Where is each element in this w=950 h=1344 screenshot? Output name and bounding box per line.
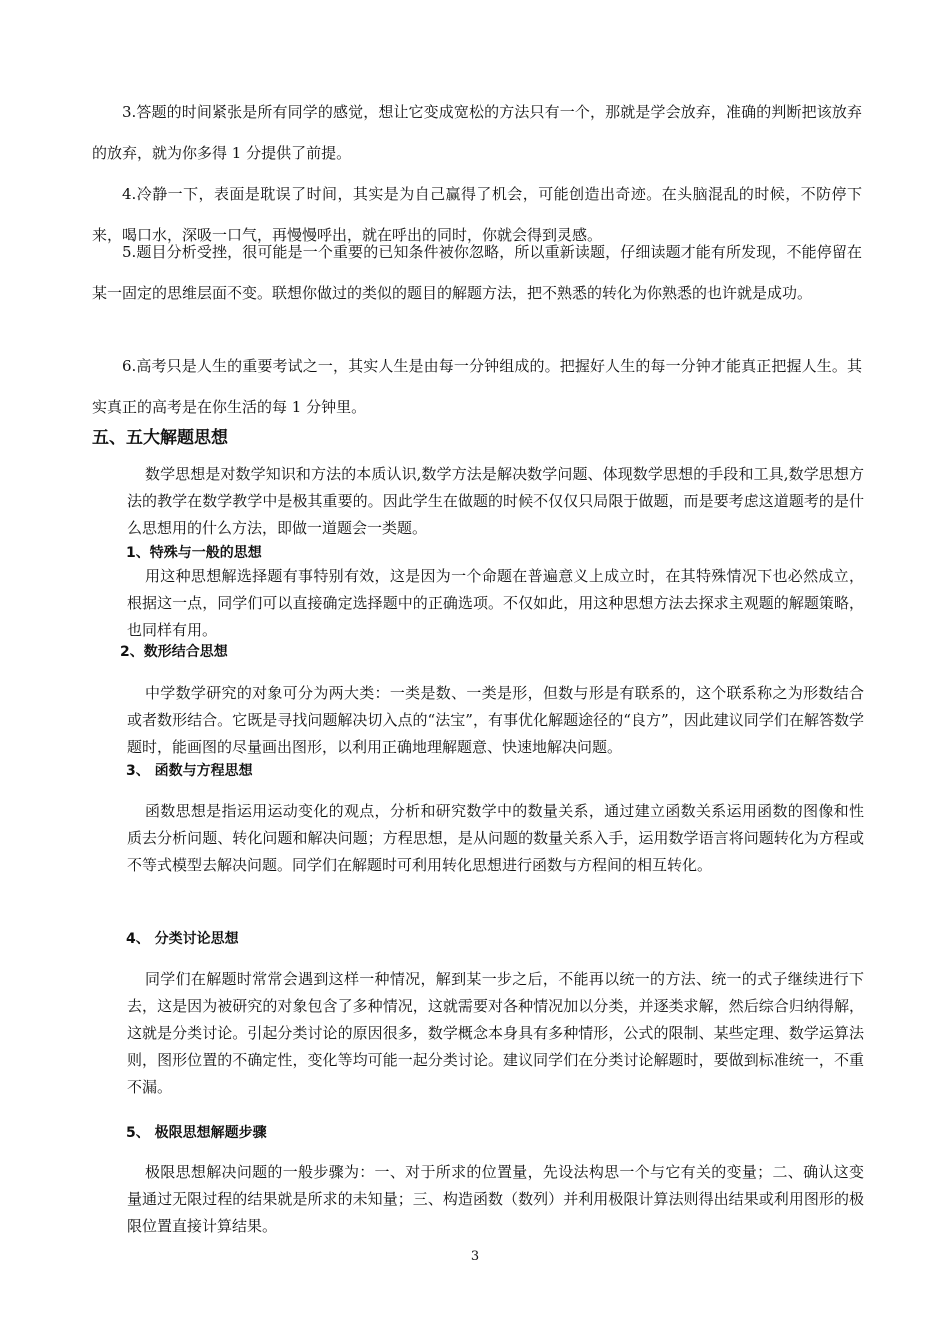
section-title: 五、五大解题思想 (92, 428, 228, 448)
tip-paragraph-3: 3.答题的时间紧张是所有同学的感觉，想让它变成宽松的方法只有一个，那就是学会放弃，准确的判断把该放弃的放弃，就为你多得 1 分提供了前提。 (92, 103, 862, 162)
subsection-body-1: 用这种思想解选择题有事特别有效，这是因为一个命题在普遍意义上成立时，在其特殊情况下也必然成立，根据这一点，同学们可以直接确定选择题中的正确选项。不仅如此，用这种思想方法去探求主观题的解题策略，也同样有用。 (127, 567, 864, 639)
subsection-title-1: 1、特殊与一般的思想 (126, 545, 262, 561)
subsection-body-2: 中学数学研究的对象可分为两大类：一类是数、一类是形，但数与形是有联系的，这个联系称之为形数结合或者数形结合。它既是寻找问题解决切入点的“法宝”，有事优化解题途径的“良方”，因此建议同学们在解答数学题时，能画图的尽量画出图形，以利用正确地理解题意、快速地解决问题。 (127, 684, 864, 756)
subsection-title-5: 5、 极限思想解题步骤 (126, 1125, 267, 1141)
section-intro: 数学思想是对数学知识和方法的本质认识,数学方法是解决数学问题、体现数学思想的手段和工具,数学思想方法的教学在数学教学中是极其重要的。因此学生在做题的时候不仅仅只局限于做题，而是要考虑这道题考的是什么思想用的什么方法，即做一道题会一类题。 (127, 465, 864, 537)
page-number: 3 (470, 1249, 480, 1264)
subsection-body-4: 同学们在解题时常常会遇到这样一种情况，解到某一步之后，不能再以统一的方法、统一的式子继续进行下去，这是因为被研究的对象包含了多种情况，这就需要对各种情况加以分类，并逐类求解，然后综合归纳得解，这就是分类讨论。引起分类讨论的原因很多，数学概念本身具有多种情形，公式的限制、某些定理、数学运算法则，图形位置的不确定性，变化等均可能一起分类讨论。建议同学们在分类讨论解题时，要做到标准统一，不重不漏。 (127, 970, 864, 1096)
tip-paragraph-6: 6.高考只是人生的重要考试之一，其实人生是由每一分钟组成的。把握好人生的每一分钟才能真正把握人生。其实真正的高考是在你生活的每 1 分钟里。 (92, 357, 862, 416)
subsection-title-2: 2、数形结合思想 (120, 644, 228, 660)
subsection-body-3: 函数思想是指运用运动变化的观点，分析和研究数学中的数量关系，通过建立函数关系运用函数的图像和性质去分析问题、转化问题和解决问题；方程思想，是从问题的数量关系入手，运用数学语言将问题转化为方程或不等式模型去解决问题。同学们在解题时可利用转化思想进行函数与方程间的相互转化。 (127, 802, 864, 874)
subsection-title-3: 3、 函数与方程思想 (126, 763, 253, 779)
tip-paragraph-4: 4.冷静一下，表面是耽误了时间，其实是为自己赢得了机会，可能创造出奇迹。在头脑混乱的时候，不防停下来，喝口水，深吸一口气，再慢慢呼出，就在呼出的同时，你就会得到灵感。 (92, 185, 862, 244)
subsection-title-4: 4、 分类讨论思想 (126, 931, 239, 947)
tip-paragraph-5: 5.题目分析受挫，很可能是一个重要的已知条件被你忽略，所以重新读题，仔细读题才能有所发现，不能停留在某一固定的思维层面不变。联想你做过的类似的题目的解题方法，把不熟悉的转化为你熟悉的也许就是成功。 (92, 243, 862, 302)
subsection-body-5: 极限思想解决问题的一般步骤为：一、对于所求的位置量，先设法构思一个与它有关的变量；二、确认这变量通过无限过程的结果就是所求的未知量；三、构造函数（数列）并利用极限计算法则得出结果或利用图形的极限位置直接计算结果。 (127, 1163, 864, 1235)
